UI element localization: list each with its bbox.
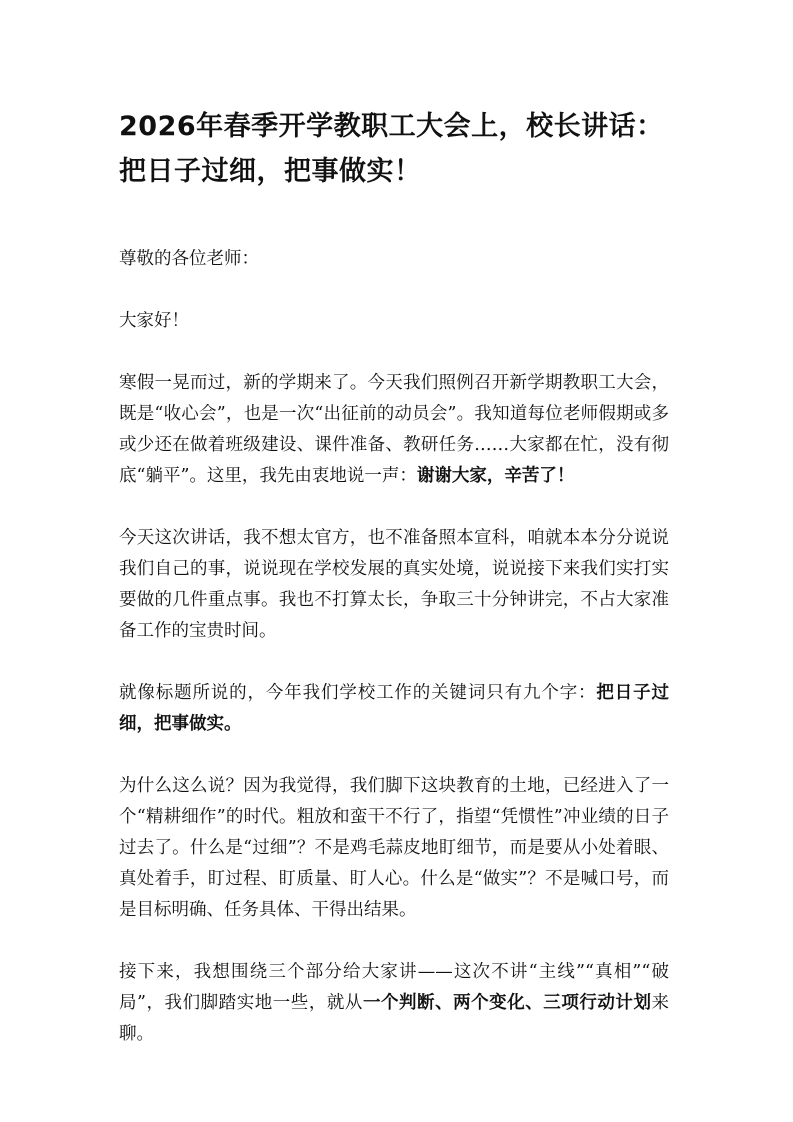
salutation: 尊敬的各位老师： [119,249,259,269]
document-page [119,104,669,1081]
paragraph-1 [119,368,669,492]
paragraph-5 [119,957,669,1050]
paragraph-5-bold: 一个判断、两个变化、三项行动计划 [362,993,652,1013]
paragraph-3-text: 就像标题所说的，今年我们学校工作的关键词只有九个字： [119,683,597,703]
document-title: 2026年春季开学教职工大会上，校长讲话：把日子过细，把事做实！ [119,111,664,187]
paragraph-1-bold: 谢谢大家，辛苦了！ [416,466,575,486]
paragraph-1-text: 寒假一晃而过，新的学期来了。今天我们照例召开新学期教职工大会，既是“收心会”，也是一次“出征前的动员会”。我知道每位老师假期或多或少还在做着班级建设、课件准备、教研任务……大家都在忙，没有彻底“躺平”。这里，我先由衷地说一声： [119,373,669,486]
paragraph-5-text: 接下来，我想围绕三个部分给大家讲——这次不讲“主线”“真相”“破局”，我们脚踏实地一些，就从 [119,962,669,1013]
paragraph-2: 今天这次讲话，我不想太官方，也不准备照本宣科，咱就本本分分说说我们自己的事，说说现在学校发展的真实处境，说说接下来我们实打实要做的几件重点事。我也不打算太长，争取三十分钟讲完，不占大家准备工作的宝贵时间。 [119,528,669,641]
paragraph-5-tail: 来聊。 [119,993,669,1044]
greeting: 大家好！ [119,311,189,331]
paragraph-3 [119,678,669,740]
paragraph-4: 为什么这么说？因为我觉得，我们脚下这块教育的土地，已经进入了一个“精耕细作”的时代。粗放和蛮干不行了，指望“凭惯性”冲业绩的日子过去了。什么是“过细”？不是鸡毛蒜皮地盯细节，而是要从小处着眼、真处着手，盯过程、盯质量、盯人心。什么是“做实”？不是喊口号，而是目标明确、任务具体、干得出结果。 [119,776,669,920]
paragraph-3-bold: 把日子过细，把事做实。 [119,683,670,734]
